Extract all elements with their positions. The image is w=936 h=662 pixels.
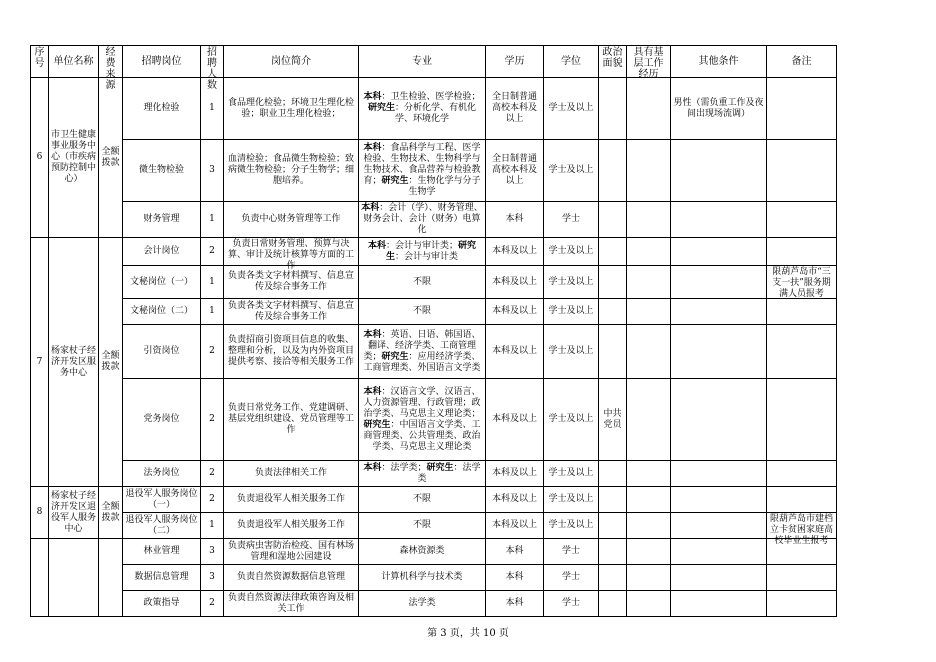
other-cell bbox=[671, 539, 767, 565]
major-ug: ：汉语言文学、汉语言、人力资源管理、行政管理；政治学类、马克思主义理论类； bbox=[363, 386, 481, 419]
intro-text: 负责自然资源数据信息管理 bbox=[236, 572, 345, 582]
grassroots-cell bbox=[627, 513, 671, 539]
major-pg-label: 研究生 bbox=[367, 103, 395, 113]
degree-cell bbox=[544, 487, 599, 513]
num-cell bbox=[201, 238, 224, 266]
politics-cell bbox=[599, 266, 627, 299]
major-ug: ：英语、日语、韩国语、翻译、经济学类、工商管理类； bbox=[363, 329, 481, 362]
remark-cell bbox=[767, 513, 837, 546]
major-ug: ：会计与审计类； bbox=[385, 240, 458, 251]
major-pg-label: 研究生 bbox=[363, 419, 391, 430]
degree-cell bbox=[544, 299, 599, 325]
intro-cell bbox=[224, 78, 359, 140]
edu-text: 本科及以上 bbox=[491, 494, 537, 504]
degree-text: 学士及以上 bbox=[548, 414, 594, 424]
post-cell: 会计岗位 bbox=[123, 238, 201, 266]
degree-cell bbox=[544, 513, 599, 539]
grassroots-cell bbox=[627, 202, 671, 238]
intro-cell bbox=[224, 325, 359, 379]
intro-cell bbox=[224, 202, 359, 238]
grassroots-cell bbox=[627, 325, 671, 379]
intro-cell bbox=[224, 140, 359, 202]
remark-text: 限葫芦岛市建档立卡贫困家庭高校毕业生报考 bbox=[769, 513, 833, 546]
degree-text: 学士及以上 bbox=[548, 165, 594, 175]
header-edu: 学历 bbox=[486, 46, 544, 78]
num-text: 2 bbox=[209, 494, 215, 504]
major-cell bbox=[359, 461, 486, 487]
num-text: 2 bbox=[209, 246, 215, 256]
major-ug-label: 本科 bbox=[363, 386, 382, 397]
edu-cell bbox=[486, 325, 544, 379]
intro-text: 负责招商引资项目信息的收集、整理和分析，以及为内外资项目提供考察、接洽等相关服务工作 bbox=[227, 335, 354, 367]
other-cell bbox=[671, 266, 767, 299]
edu-cell bbox=[486, 379, 544, 461]
intro-text: 负责日常党务工作、党建调研、基层党组织建设、党员管理等工作 bbox=[227, 403, 354, 435]
degree-text: 学士及以上 bbox=[548, 276, 594, 287]
edu-cell bbox=[486, 539, 544, 565]
politics-cell bbox=[599, 487, 627, 513]
unit-cell bbox=[49, 238, 99, 487]
other-cell bbox=[671, 487, 767, 513]
table-row bbox=[31, 487, 837, 513]
header-degree: 学位 bbox=[544, 46, 599, 78]
intro-text: 食品理化检验；环境卫生理化检验；职业卫生理化检验； bbox=[227, 97, 354, 119]
num-text: 2 bbox=[209, 414, 215, 424]
intro-cell bbox=[224, 266, 359, 299]
major-ug-label: 本科 bbox=[363, 462, 382, 473]
edu-text: 本科及以上 bbox=[491, 276, 537, 287]
intro-text: 负责日常财务管理、预算与决算、审计及统计核算等方面的工作 bbox=[227, 238, 354, 271]
intro-text: 血清检验；食品微生物检验；致病微生物检验；分子生物学；细胞培养。 bbox=[227, 154, 354, 186]
funding-cell: 全额拨款 bbox=[99, 78, 123, 238]
num-text: 1 bbox=[209, 103, 215, 113]
major-ug: ：法学类； bbox=[381, 462, 427, 473]
major-ug-label: 本科 bbox=[361, 203, 380, 213]
degree-text: 学士 bbox=[561, 572, 580, 582]
degree-text: 学士 bbox=[561, 214, 580, 224]
major-ug-label: 本科 bbox=[363, 92, 382, 102]
header-unit: 单位名称 bbox=[49, 46, 99, 78]
edu-text: 本科及以上 bbox=[491, 246, 537, 256]
num-text: 3 bbox=[209, 572, 215, 582]
post-cell: 引资岗位 bbox=[123, 325, 201, 379]
degree-text: 学士 bbox=[561, 598, 580, 608]
num-cell bbox=[201, 487, 224, 513]
degree-cell bbox=[544, 591, 599, 617]
num-text: 2 bbox=[209, 468, 215, 478]
remark-cell bbox=[767, 202, 837, 238]
num-cell bbox=[201, 461, 224, 487]
major-pg-label: 研究生 bbox=[385, 240, 477, 262]
header-politics: 政治面貌 bbox=[599, 46, 627, 78]
major-ug-label: 本科 bbox=[363, 329, 382, 340]
other-cell bbox=[671, 140, 767, 202]
seq-cell bbox=[31, 539, 49, 617]
num-text: 1 bbox=[209, 306, 215, 316]
edu-text: 本科及以上 bbox=[491, 414, 537, 424]
major-text: 不限 bbox=[412, 494, 431, 504]
politics-cell bbox=[599, 539, 627, 565]
intro-cell bbox=[224, 487, 359, 513]
edu-cell bbox=[486, 78, 544, 140]
funding-cell: 全额拨款 bbox=[99, 487, 123, 539]
edu-cell bbox=[486, 591, 544, 617]
major-pg: ：分析化学、有机化学、环境化学 bbox=[394, 103, 477, 124]
remark-text: 限葫芦岛市“三支一扶”服务期满人员报考 bbox=[772, 266, 831, 299]
major-pg: ：应用经济学类、工商管理类、外国语言文学类 bbox=[363, 351, 481, 373]
num-cell bbox=[201, 140, 224, 202]
num-cell bbox=[201, 565, 224, 591]
degree-cell bbox=[544, 379, 599, 461]
table-row bbox=[31, 591, 837, 617]
intro-text: 负责法律相关工作 bbox=[254, 468, 327, 478]
num-cell bbox=[201, 202, 224, 238]
degree-text: 学士及以上 bbox=[548, 494, 594, 504]
post-cell: 党务岗位 bbox=[123, 379, 201, 461]
other-cell bbox=[671, 379, 767, 461]
edu-text: 本科 bbox=[505, 572, 524, 582]
num-text: 3 bbox=[209, 165, 215, 175]
table-row bbox=[31, 202, 837, 238]
post-cell: 文秘岗位（一） bbox=[123, 266, 201, 299]
funding-cell: 全额拨款 bbox=[99, 238, 123, 487]
num-text: 1 bbox=[209, 520, 215, 530]
politics-cell bbox=[599, 299, 627, 325]
intro-cell bbox=[224, 299, 359, 325]
header-major: 专业 bbox=[359, 46, 486, 78]
politics-cell bbox=[599, 565, 627, 591]
major-pg-label: 研究生 bbox=[381, 176, 409, 186]
post-cell: 文秘岗位（二） bbox=[123, 299, 201, 325]
major-pg: ：法学类 bbox=[417, 462, 481, 484]
major-cell bbox=[359, 325, 486, 379]
header-grassroots: 具有基层工作经历 bbox=[627, 46, 671, 78]
major-cell bbox=[359, 513, 486, 539]
remark-cell bbox=[767, 140, 837, 202]
header-funding: 经费来源 bbox=[99, 46, 123, 78]
edu-cell bbox=[486, 266, 544, 299]
post-cell: 法务岗位 bbox=[123, 461, 201, 487]
header-remark: 备注 bbox=[767, 46, 837, 78]
num-text: 1 bbox=[209, 214, 215, 224]
degree-cell bbox=[544, 266, 599, 299]
intro-text: 负责自然资源法律政策咨询及相关工作 bbox=[227, 592, 354, 614]
edu-text: 本科及以上 bbox=[491, 520, 537, 530]
edu-cell bbox=[486, 299, 544, 325]
degree-cell bbox=[544, 539, 599, 565]
edu-cell bbox=[486, 513, 544, 539]
degree-text: 学士及以上 bbox=[548, 468, 594, 478]
major-cell bbox=[359, 202, 486, 238]
table-row bbox=[31, 266, 837, 299]
major-cell bbox=[359, 379, 486, 461]
header-row bbox=[31, 46, 837, 78]
major-text: 森林资源类 bbox=[399, 546, 445, 556]
edu-text: 全日制普通高校本科及以上 bbox=[491, 92, 537, 124]
num-cell bbox=[201, 513, 224, 539]
degree-cell bbox=[544, 202, 599, 238]
table-row bbox=[31, 238, 837, 266]
unit-cell bbox=[49, 487, 99, 539]
table-row bbox=[31, 379, 837, 461]
degree-text: 学士 bbox=[561, 546, 580, 556]
recruitment-table bbox=[30, 45, 837, 617]
table-row bbox=[31, 78, 837, 140]
degree-text: 学士及以上 bbox=[548, 306, 594, 316]
seq-cell: 8 bbox=[31, 487, 49, 539]
table-row bbox=[31, 140, 837, 202]
grassroots-cell bbox=[627, 565, 671, 591]
table-row bbox=[31, 325, 837, 379]
edu-text: 本科 bbox=[505, 598, 524, 608]
num-cell bbox=[201, 539, 224, 565]
edu-cell bbox=[486, 202, 544, 238]
major-cell bbox=[359, 565, 486, 591]
degree-cell bbox=[544, 78, 599, 140]
unit-name: 市卫生健康事业服务中心（市疾病预防控制中心） bbox=[51, 130, 97, 184]
table-row bbox=[31, 513, 837, 539]
remark-cell bbox=[767, 461, 837, 487]
post-cell: 林业管理 bbox=[123, 539, 201, 565]
table-row bbox=[31, 299, 837, 325]
other-cell bbox=[671, 299, 767, 325]
num-text: 2 bbox=[209, 598, 215, 608]
table-row bbox=[31, 539, 837, 565]
intro-cell bbox=[224, 461, 359, 487]
grassroots-cell bbox=[627, 591, 671, 617]
unit-name: 杨家杖子经济开发区退役军人服务中心 bbox=[51, 490, 97, 534]
remark-cell bbox=[767, 487, 837, 513]
grassroots-cell bbox=[627, 461, 671, 487]
intro-cell bbox=[224, 565, 359, 591]
degree-text: 学士及以上 bbox=[548, 346, 594, 356]
num-text: 1 bbox=[209, 276, 215, 287]
politics-text: 中共党员 bbox=[603, 408, 622, 430]
politics-cell bbox=[599, 591, 627, 617]
seq-cell: 7 bbox=[31, 238, 49, 487]
other-cell bbox=[671, 238, 767, 266]
degree-cell bbox=[544, 325, 599, 379]
major-pg-label: 研究生 bbox=[426, 462, 454, 473]
edu-cell bbox=[486, 565, 544, 591]
other-text: 男性（需负重工作及夜间出现场流调） bbox=[673, 97, 764, 119]
remark-cell bbox=[767, 78, 837, 140]
major-ug-label: 本科 bbox=[367, 240, 386, 251]
major-ug: ：会计（学）、财务管理、财务会计、会计（财务）电算化 bbox=[363, 203, 483, 235]
remark-cell bbox=[767, 591, 837, 617]
major-cell bbox=[359, 591, 486, 617]
post-cell: 理化检验 bbox=[123, 78, 201, 140]
other-cell bbox=[671, 591, 767, 617]
politics-cell bbox=[599, 513, 627, 539]
major-pg-label: 研究生 bbox=[381, 351, 409, 362]
seq-cell: 6 bbox=[31, 78, 49, 238]
major-cell bbox=[359, 299, 486, 325]
major-cell bbox=[359, 78, 486, 140]
remark-cell bbox=[767, 238, 837, 266]
major-text: 不限 bbox=[412, 520, 431, 530]
major-pg: ：会计与审计类 bbox=[395, 251, 459, 262]
degree-text: 学士及以上 bbox=[548, 103, 594, 113]
politics-cell bbox=[599, 379, 627, 461]
remark-cell bbox=[767, 299, 837, 325]
remark-cell bbox=[767, 325, 837, 379]
intro-text: 负责退役军人相关服务工作 bbox=[236, 494, 345, 504]
grassroots-cell bbox=[627, 487, 671, 513]
remark-cell bbox=[767, 379, 837, 461]
intro-text: 负责各类文字材料撰写、信息宣传及综合事务工作 bbox=[227, 300, 354, 322]
post-cell: 政策指导 bbox=[123, 591, 201, 617]
major-pg: ：生物化学与分子生物学 bbox=[408, 176, 481, 197]
grassroots-cell bbox=[627, 78, 671, 140]
degree-cell bbox=[544, 565, 599, 591]
header-post: 招聘岗位 bbox=[123, 46, 201, 78]
num-text: 3 bbox=[209, 546, 215, 556]
num-text: 2 bbox=[209, 346, 215, 356]
major-cell bbox=[359, 539, 486, 565]
remark-cell bbox=[767, 266, 837, 299]
header-seq: 序号 bbox=[31, 46, 49, 78]
edu-cell bbox=[486, 487, 544, 513]
intro-cell bbox=[224, 539, 359, 565]
num-cell bbox=[201, 299, 224, 325]
grassroots-cell bbox=[627, 266, 671, 299]
edu-text: 本科及以上 bbox=[491, 346, 537, 356]
edu-text: 本科及以上 bbox=[491, 306, 537, 316]
degree-cell bbox=[544, 461, 599, 487]
other-cell bbox=[671, 513, 767, 539]
major-cell bbox=[359, 487, 486, 513]
table-row bbox=[31, 461, 837, 487]
major-cell bbox=[359, 140, 486, 202]
page-footer: 第 3 页，共 10 页 bbox=[427, 628, 509, 639]
num-cell bbox=[201, 591, 224, 617]
degree-text: 学士及以上 bbox=[548, 520, 594, 530]
politics-cell bbox=[599, 325, 627, 379]
funding-cell bbox=[99, 539, 123, 617]
num-cell bbox=[201, 379, 224, 461]
grassroots-cell bbox=[627, 140, 671, 202]
post-cell: 退役军人服务岗位（一） bbox=[123, 487, 201, 513]
intro-text: 负责病虫害防治检疫、国有林场管理和湿地公园建设 bbox=[227, 540, 354, 562]
major-text: 计算机科学与技术类 bbox=[381, 572, 463, 582]
unit-cell bbox=[49, 539, 99, 617]
header-intro: 岗位简介 bbox=[224, 46, 359, 78]
edu-text: 本科 bbox=[505, 546, 524, 556]
edu-cell bbox=[486, 140, 544, 202]
remark-cell bbox=[767, 565, 837, 591]
politics-cell bbox=[599, 78, 627, 140]
edu-cell bbox=[486, 238, 544, 266]
major-text: 法学类 bbox=[408, 598, 436, 608]
grassroots-cell bbox=[627, 379, 671, 461]
table-row bbox=[31, 565, 837, 591]
num-cell bbox=[201, 266, 224, 299]
other-cell bbox=[671, 202, 767, 238]
num-cell bbox=[201, 325, 224, 379]
other-cell bbox=[671, 78, 767, 140]
other-cell bbox=[671, 325, 767, 379]
degree-text: 学士及以上 bbox=[548, 246, 594, 256]
major-text: 不限 bbox=[412, 276, 431, 287]
other-cell bbox=[671, 565, 767, 591]
post-cell: 数据信息管理 bbox=[123, 565, 201, 591]
intro-text: 负责中心财务管理等工作 bbox=[241, 214, 341, 224]
edu-cell bbox=[486, 461, 544, 487]
major-cell bbox=[359, 238, 486, 266]
major-ug-label: 本科 bbox=[363, 143, 382, 153]
post-cell: 财务管理 bbox=[123, 202, 201, 238]
politics-cell bbox=[599, 461, 627, 487]
unit-name: 杨家杖子经济开发区服务中心 bbox=[51, 345, 97, 378]
intro-text: 负责退役军人相关服务工作 bbox=[236, 520, 345, 530]
grassroots-cell bbox=[627, 539, 671, 565]
politics-cell bbox=[599, 202, 627, 238]
intro-cell bbox=[224, 513, 359, 539]
degree-cell bbox=[544, 140, 599, 202]
edu-text: 本科 bbox=[505, 214, 524, 224]
unit-cell bbox=[49, 78, 99, 238]
edu-text: 全日制普通高校本科及以上 bbox=[491, 154, 537, 186]
post-cell: 微生物检验 bbox=[123, 140, 201, 202]
intro-cell bbox=[224, 591, 359, 617]
header-num: 招聘人数 bbox=[201, 46, 224, 78]
header-other: 其他条件 bbox=[671, 46, 767, 78]
major-ug: ：食品科学与工程、医学检验、生物技术、生物科学与生物技术、食品营养与检验教育； bbox=[363, 143, 481, 186]
edu-text: 本科及以上 bbox=[491, 468, 537, 478]
intro-cell bbox=[224, 379, 359, 461]
grassroots-cell bbox=[627, 299, 671, 325]
major-cell bbox=[359, 266, 486, 299]
intro-text: 负责各类文字材料撰写、信息宣传及综合事务工作 bbox=[227, 271, 354, 292]
politics-cell bbox=[599, 140, 627, 202]
intro-cell bbox=[224, 238, 359, 271]
grassroots-cell bbox=[627, 238, 671, 266]
degree-cell bbox=[544, 238, 599, 266]
other-cell bbox=[671, 461, 767, 487]
major-text: 不限 bbox=[412, 306, 431, 316]
major-pg: ：中国语言文学类、工商管理类、公共管理类、政治学类、马克思主义理论类 bbox=[363, 419, 481, 452]
politics-cell bbox=[599, 238, 627, 266]
post-cell: 退役军人服务岗位（二） bbox=[123, 513, 201, 539]
major-ug: ：卫生检验、医学检验； bbox=[381, 92, 481, 102]
